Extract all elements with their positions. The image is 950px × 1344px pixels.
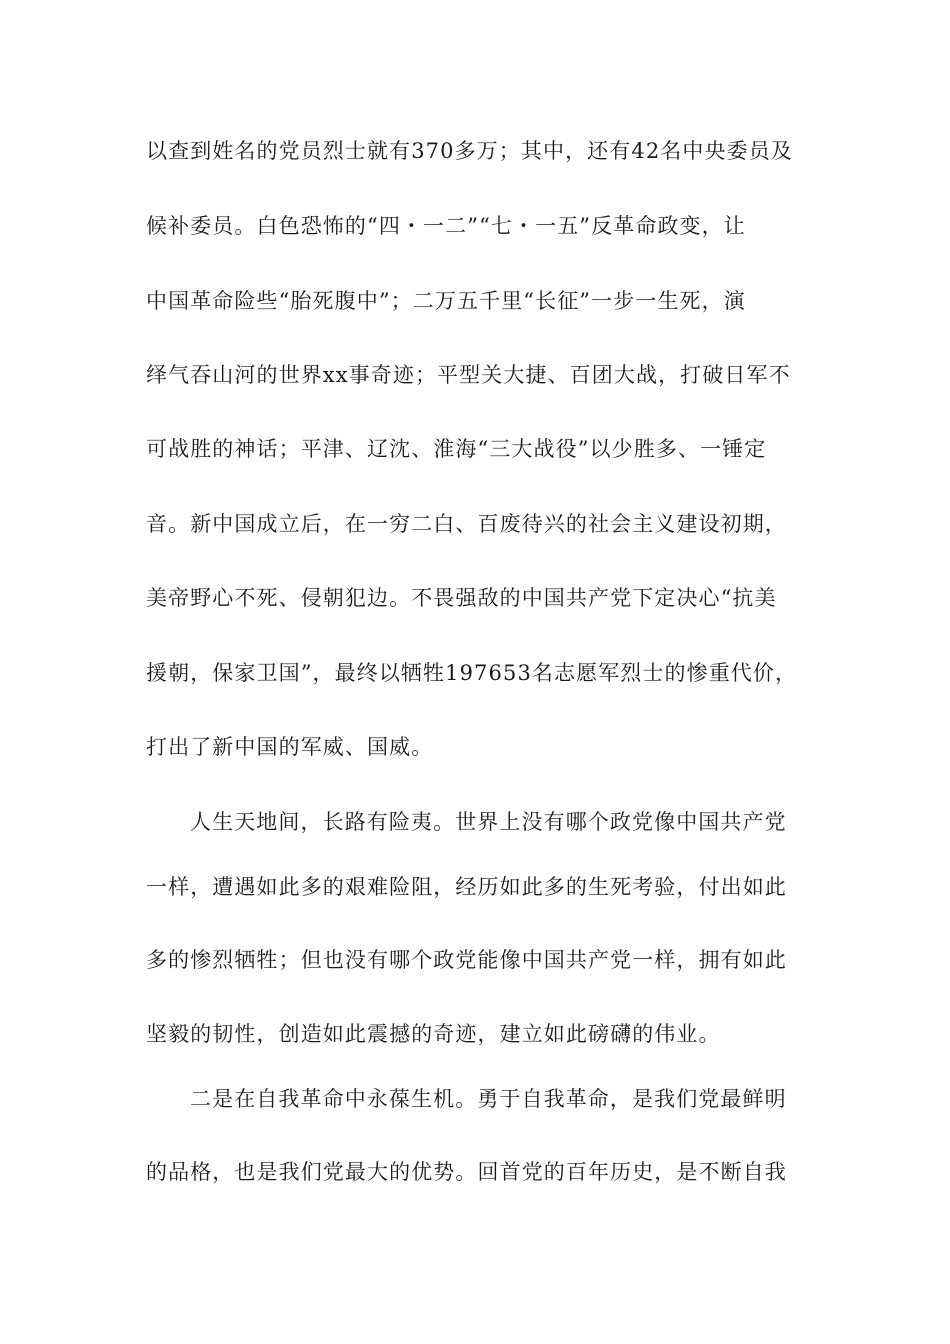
text-line: 打出了新中国的军威、国威。 — [146, 735, 434, 759]
text-line: 多的惨烈牺牲；但也没有哪个政党能像中国共产党一样，拥有如此 — [146, 948, 787, 972]
text-line: 绎气吞山河的世界xx事奇迹；平型关大捷、百团大战，打破日军不 — [146, 363, 791, 387]
text-line: 候补委员。白色恐怖的“四・一二”“七・一五”反革命政变，让 — [146, 214, 746, 238]
text-line: 以查到姓名的党员烈士就有370多万；其中，还有42名中央委员及 — [146, 139, 793, 163]
text-line: 人生天地间，长路有险夷。世界上没有哪个政党像中国共产党 — [190, 810, 787, 834]
text-line: 中国革命险些“胎死腹中”；二万五千里“长征”一步一生死，演 — [146, 289, 746, 313]
text-line: 坚毅的韧性，创造如此震撼的奇迹，建立如此磅礴的伟业。 — [146, 1022, 721, 1046]
text-line: 二是在自我革命中永葆生机。勇于自我革命，是我们党最鲜明 — [190, 1087, 787, 1111]
text-line: 可战胜的神话；平津、辽沈、淮海“三大战役”以少胜多、一锤定 — [146, 437, 767, 461]
text-line: 音。新中国成立后，在一穷二白、百废待兴的社会主义建设初期， — [146, 512, 787, 536]
text-line: 援朝，保家卫国”，最终以牺牲197653名志愿军烈士的惨重代价， — [146, 661, 798, 685]
text-line: 的品格，也是我们党最大的优势。回首党的百年历史，是不断自我 — [146, 1160, 787, 1184]
text-line: 美帝野心不死、侵朝犯边。不畏强敌的中国共产党下定决心“抗美 — [146, 586, 777, 610]
text-line: 一样，遭遇如此多的艰难险阻，经历如此多的生死考验，付出如此 — [146, 875, 787, 899]
